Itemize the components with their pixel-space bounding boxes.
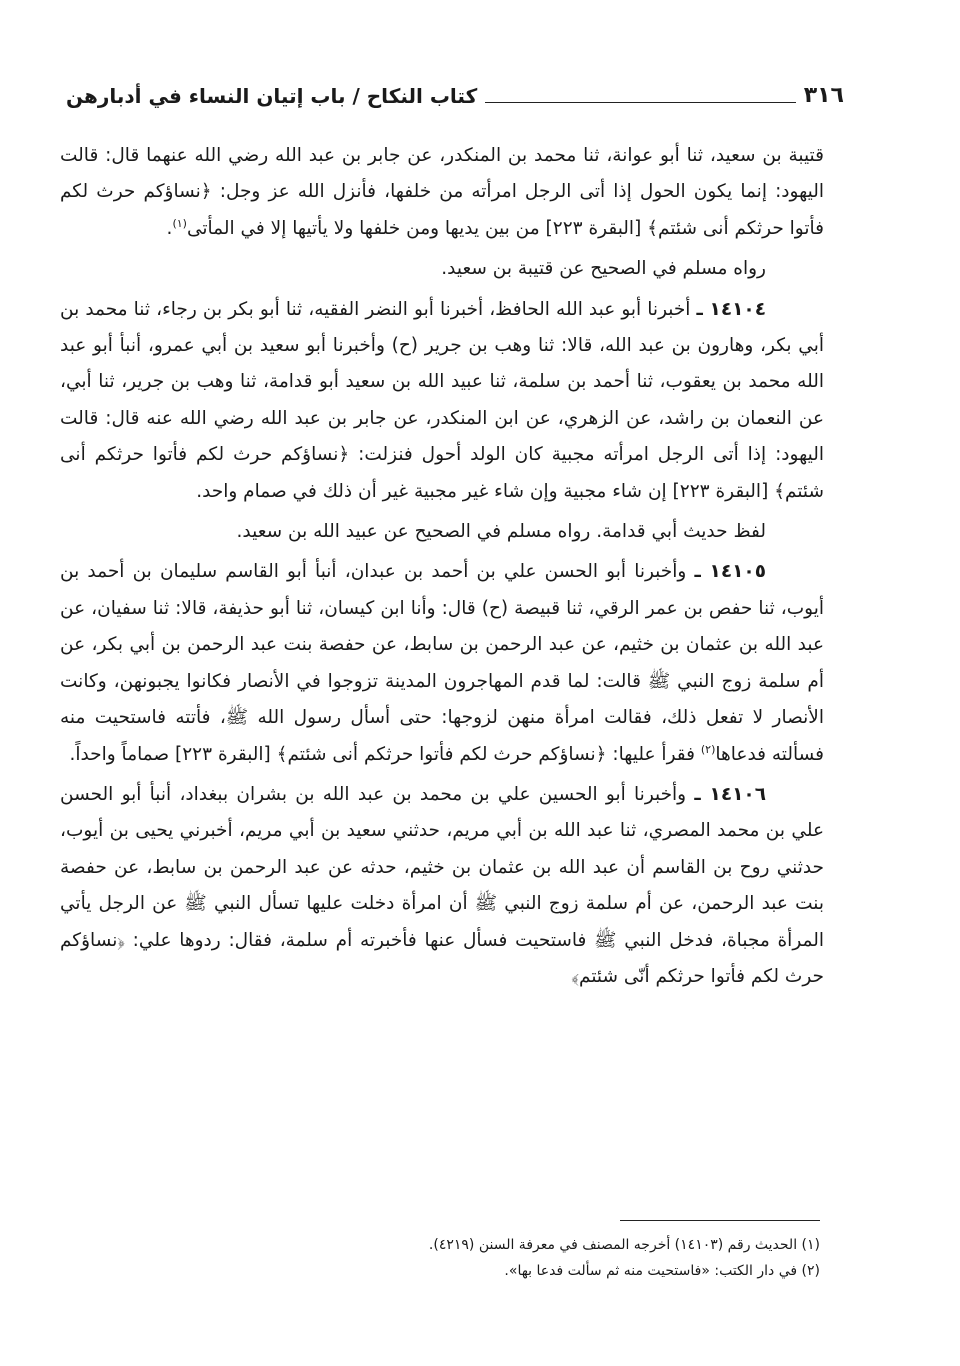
hadith-paragraph — [60, 777, 824, 995]
footnote: (٢) في دار الكتب: «فاستحيت منه ثم سألت فدعا بها». — [504, 1263, 820, 1279]
header-rule — [485, 102, 795, 103]
paragraph-text: لفظ حديث أبي قدامة. رواه مسلم في الصحيح عن عبيد الله بن سعيد. — [236, 521, 766, 543]
paragraph-text: قتيبة بن سعيد، ثنا أبو عوانة، ثنا محمد بن المنكدر، عن جابر بن عبد الله رضي الله عنهما قال: قالت اليهود: إنما يكون الحول إذا أتى الرجل امرأته من خلفها، فأنزل الله عز وجل: ﴿نساؤكم حرث لكم فأتوا حرثكم أنى شئتم﴾ [البقرة ٢٢٣] من بين يديها ومن خلفها ولا يأتيها إلا في المأتى — [60, 145, 824, 239]
hadith-paragraph — [60, 292, 824, 510]
paragraph — [60, 514, 824, 550]
footnote: (١) الحديث رقم (١٤١٠٣) أخرجه المصنف في معرفة السنن (٤٢١٩). — [428, 1237, 820, 1253]
footnote-rule — [620, 1220, 820, 1221]
paragraph-text: أخبرنا أبو عبد الله الحافظ، أخبرنا أبو النضر الفقيه، ثنا أبو بكر بن رجاء، ثنا محمد بن أبي بكر، وهارون بن عبد الله، قالا: ثنا وهب بن جرير (ح) وأخبرنا أبو سعيد بن أبي عمرو، أنبأ أبو عبد الله محمد بن يعقوب، ثنا أحمد بن سلمة، ثنا عبيد الله بن سعيد أبو قدامة، ثنا وهب بن جرير، ثنا أبي، عن النعمان بن راشد، عن الزهري، عن ابن المنكدر، عن جابر بن عبد الله رضي الله عنه قال: قالت اليهود: إذا أتى الرجل امرأته مجبية كان الولد أحول فنزلت: ﴿نساؤكم حرث لكم فأتوا حرثكم أنى شئتم﴾ [البقرة ٢٢٣] إن شاء مجبية وإن شاء غير مجبية غير أن ذلك في صمام واحد. — [60, 298, 824, 502]
hadith-number: ١٤١٠٤ ـ — [696, 298, 766, 320]
paragraph-tail: . — [166, 217, 173, 239]
hadith-number: ١٤١٠٥ ـ — [694, 561, 766, 583]
hadith-paragraph — [60, 554, 824, 772]
footnotes — [60, 1232, 820, 1284]
footnote-ref: (٢) — [700, 742, 716, 756]
footnote-ref: (١) — [172, 216, 187, 230]
paragraph-text: وأخبرنا أبو الحسن علي بن أحمد بن عبدان، أنبأ أبو القاسم سليمان بن أحمد بن أيوب، ثنا حفص بن عمر الرقي، ثنا قبيصة (ح) قال: وأنا ابن كيسان، ثنا أبو حذيفة، قالا: ثنا سفيان، عن عبد الله بن عثمان بن خثيم، عن عبد الرحمن بن سابط، عن حفصة بنت عبد الرحمن بن أبي بكر، عن أم سلمة زوج النبي ﷺ قالت: لما قدم المهاجرون المدينة تزوجوا في الأنصار فكانوا يجبونهن، وكانت الأنصار لا تفعل ذلك، فقالت امرأة منهن لزوجها: حتى أسأل رسول الله ﷺ، فأتته فاستحيت منه فسألته فدعاها — [60, 561, 824, 765]
paragraph-text: رواه مسلم في الصحيح عن قتيبة بن سعيد. — [441, 258, 766, 280]
hadith-number: ١٤١٠٦ ـ — [694, 783, 767, 805]
paragraph — [60, 251, 824, 287]
paragraph-text: وأخبرنا أبو الحسين علي بن محمد بن عبد الله بن بشران ببغداد، أنبأ أبو الحسن علي بن محمد المصري، ثنا عبد الله بن أبي مريم، حدثني سعيد بن أبي مريم، أخبرني يحيى بن أيوب، حدثني روح بن القاسم أن عبد الله بن عثمان بن خثيم، حدثه عن عبد الرحمن بن سابط، عن حفصة بنت عبد الرحمن، عن أم سلمة زوج النبي ﷺ أن امرأة دخلت عليها تسأل النبي ﷺ عن الرجل يأتي المرأة مجباة، فدخل النبي ﷺ فاستحيت فسأل عنها فأخبرته أم سلمة، فقال: ردوها علي: ﴿نساؤكم حرث لكم فأتوا حرثكم أنّى شئتم﴾ — [60, 783, 824, 987]
chapter-title: كتاب النكاح / باب إتيان النساء في أدبارهن — [66, 84, 478, 108]
running-header — [66, 74, 844, 110]
paragraph-tail: فقرأ عليها: ﴿نساؤكم حرث لكم فأتوا حرثكم أنى شئتم﴾ [البقرة ٢٢٣] صماماً واحداً. — [69, 743, 701, 765]
page-number: ٣١٦ — [803, 83, 844, 108]
main-text — [60, 138, 824, 995]
paragraph — [60, 138, 824, 247]
